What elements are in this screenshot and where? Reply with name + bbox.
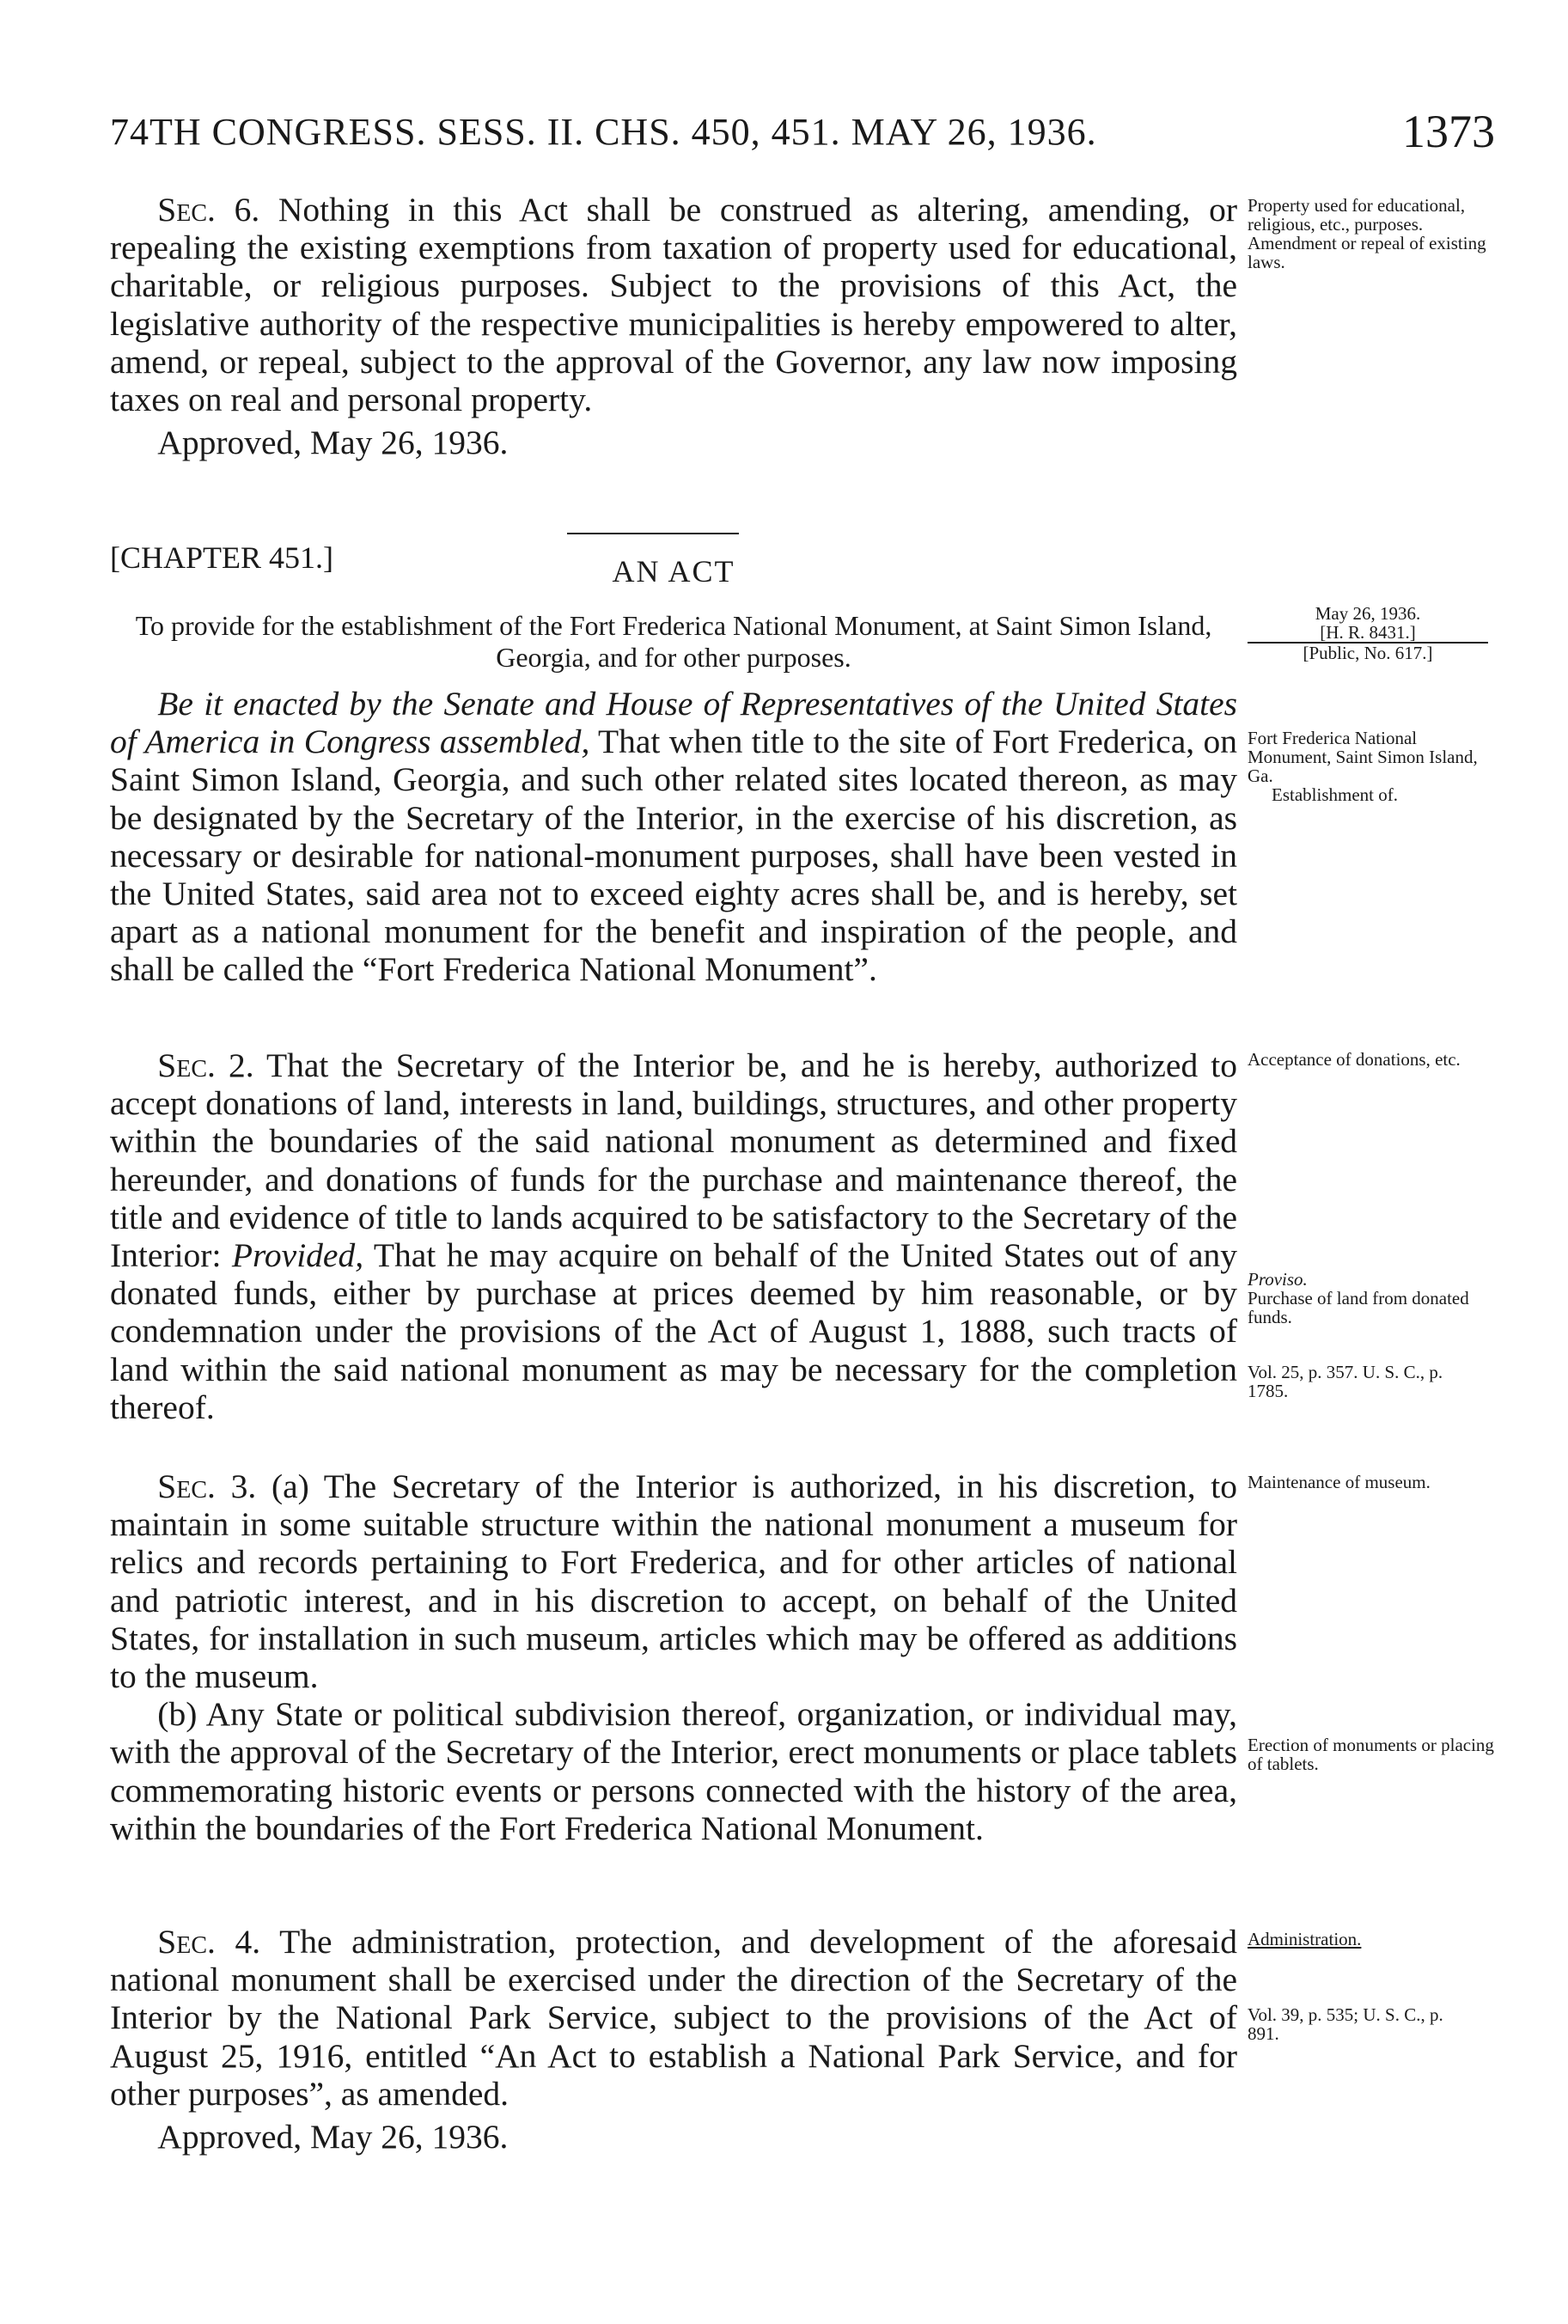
section-text: (a) The Secretary of the Interior is authorized, in his discretion, to maintain in some suitable structure within the national monument a museum for relics and records pertaining to Fort Frederica, and for other articles of national and patriotic interest, and in his discretion to accept, on behalf of the United States, for installation in such museum, articles which may be offered as additions to the museum. bbox=[110, 1467, 1238, 1696]
margin-note: Administration. bbox=[1248, 1929, 1362, 1949]
public-law-number: [Public, No. 617.] bbox=[1303, 643, 1433, 663]
section-text: The administration, protection, and development of the aforesaid national monument shall be exercised under the direction of the Secretary of the Interior by the National Park Service, subject to the provisions of the Act of August 25, 1916, entitled “An Act to establish a National Park Service, and for other purposes”, as amended. bbox=[110, 1923, 1237, 2113]
act-date: May 26, 1936. bbox=[1315, 603, 1421, 624]
section-label: Sec. 2. bbox=[157, 1046, 254, 1084]
margin-citation bbox=[1248, 1363, 1454, 1400]
margin-note: Establishment of. bbox=[1272, 784, 1398, 805]
margin-note: Erection of monuments or placing of tablets. bbox=[1248, 1735, 1494, 1774]
section-text: That when title to the site of Fort Frederica, on Saint Simon Island, Georgia, and such other related sites located thereon, as may be designated by the Secretary of the Interior, in the exercise of his discretion, as necessary or desirable for national-monument purposes, shall have been vested in the United States, said area not to exceed eighty acres shall be, and is hereby, set apart as a national monument for the benefit and inspiration of the people, and shall be called the “Fort Frederica National Monument”. bbox=[110, 723, 1237, 989]
section-text: Nothing in this Act shall be construed as altering, amending, or repealing the existing exemptions from taxation of property used for educational, charitable, or religious purposes. Subject to the provisions of this Act, the legislative authority of the respective municipalities is hereby empowered to alter, amend, or repeal, subject to the approval of the Governor, any law now imposing taxes on real and personal property. bbox=[110, 191, 1237, 419]
margin-note: Property used for educational, religious, etc., purposes. bbox=[1248, 195, 1466, 235]
page-header bbox=[110, 106, 1495, 162]
margin-notes-section-3a bbox=[1248, 1473, 1497, 1491]
bill-number: [H. R. 8431.] bbox=[1248, 623, 1488, 644]
section-label: Sec. 3. bbox=[157, 1467, 257, 1505]
margin-note: Maintenance of museum. bbox=[1248, 1472, 1431, 1492]
page-number: 1373 bbox=[1402, 106, 1495, 157]
section-3 bbox=[110, 1467, 1237, 1847]
enacting-clause: Be it enacted by the Senate and House of Representatives of the United States of America in Congress assembled, bbox=[110, 685, 1237, 761]
section-label: Sec. 4. bbox=[157, 1923, 261, 1961]
section-text: That he may acquire on behalf of the United States out of any donated funds, either by purchase at prices deemed by him reasonable, or by condemnation under the provisions of the Act of August 1, 1888, such tracts of land within the said national monument as may be necessary for the completion thereof. bbox=[110, 1236, 1237, 1426]
margin-note: Fort Frederica National Monument, Saint Simon Island, Ga. bbox=[1248, 728, 1478, 786]
margin-note: Purchase of land from donated funds. bbox=[1248, 1288, 1469, 1327]
section-2 bbox=[110, 1046, 1237, 1426]
section-4 bbox=[110, 1923, 1237, 2156]
chapter-label: [CHAPTER 451.] bbox=[110, 540, 333, 575]
approval-line: Approved, May 26, 1936. bbox=[157, 424, 509, 462]
approval-line: Approved, May 26, 1936. bbox=[157, 2118, 509, 2156]
act-title: To provide for the establishment of the Fort Frederica National Monument, at Saint Simon Island, Georgia, and for other purposes. bbox=[135, 610, 1212, 673]
margin-notes-section-4 bbox=[1248, 1930, 1497, 1949]
statute-citation: Vol. 25, p. 357. U. S. C., p. 1785. bbox=[1248, 1362, 1443, 1401]
section-subsection-b: (b) Any State or political subdivision thereof, organization, or individual may, with the approval of the Secretary of the Interior, erect monuments or place tablets commemorating historic events or persons connected with the history of the area, within the boundaries of the Fort Frederica National Monument. bbox=[110, 1695, 1237, 1847]
margin-citation-section-4 bbox=[1248, 2005, 1471, 2043]
act-identifiers bbox=[1248, 604, 1488, 662]
margin-notes-section-3b bbox=[1248, 1735, 1497, 1773]
margin-notes-section-6 bbox=[1248, 196, 1497, 271]
running-head: 74TH CONGRESS. SESS. II. CHS. 450, 451. MAY 26, 1936. bbox=[110, 111, 1097, 153]
section-6 bbox=[110, 191, 1237, 461]
margin-note: Acceptance of donations, etc. bbox=[1248, 1049, 1461, 1070]
section-1 bbox=[110, 685, 1237, 989]
section-label: Sec. 6. bbox=[157, 191, 260, 229]
margin-notes-section-2 bbox=[1248, 1050, 1497, 1069]
margin-notes-section-1 bbox=[1248, 729, 1497, 804]
chapter-separator-rule bbox=[567, 533, 739, 534]
section-text: That the Secretary of the Interior be, and he is hereby, authorized to accept donations of land, interests in land, buildings, structures, and other property within the boundaries of the said national monument as determined and fixed hereunder, and donations of funds for the purchase and maintenance thereof, the title and evidence of title to lands acquired to be satisfactory to the Secretary of the Interior: bbox=[110, 1046, 1237, 1275]
statute-citation: Vol. 39, p. 535; U. S. C., p. 891. bbox=[1248, 2004, 1443, 2044]
margin-note-proviso: Proviso. bbox=[1248, 1269, 1308, 1290]
proviso-word: Provided, bbox=[231, 1236, 364, 1275]
act-heading: AN ACT bbox=[612, 554, 735, 589]
margin-note: Amendment or repeal of existing laws. bbox=[1248, 233, 1486, 272]
margin-notes-proviso bbox=[1248, 1270, 1497, 1327]
